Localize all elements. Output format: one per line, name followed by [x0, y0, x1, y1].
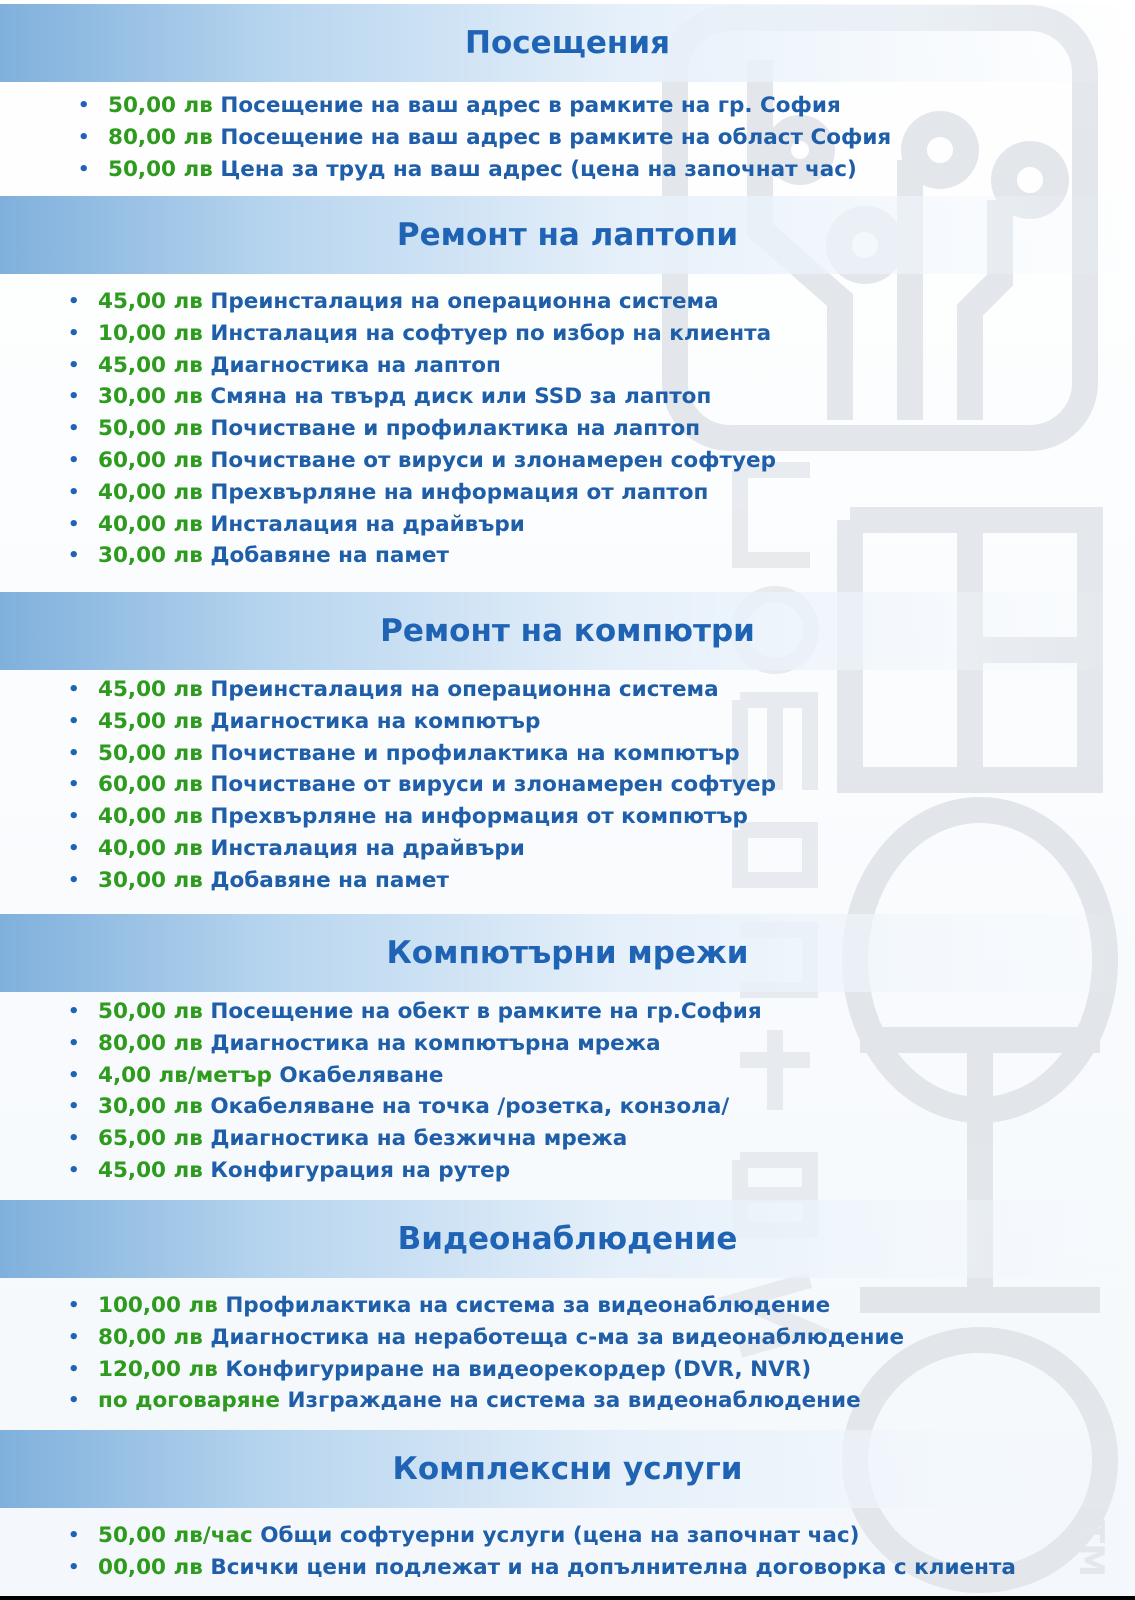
bullet-icon: •: [78, 95, 90, 116]
item-description: Общи софтуерни услуги (цена на започнат час): [260, 1523, 860, 1548]
section-header: [0, 1430, 1135, 1508]
section-computer-repair: [0, 592, 1135, 893]
list-item: [64, 1028, 762, 1060]
item-price: 80,00 лв: [98, 1324, 203, 1350]
list-item: [64, 1123, 762, 1155]
item-description: Почистване от вируси и злонамерен софтуер: [210, 772, 776, 798]
item-price: 40,00 лв: [98, 804, 203, 830]
item-description: Прехвърляне на информация от компютър: [210, 804, 748, 830]
item-description: Посещение на ваш адрес в рамките на гр. София: [220, 93, 841, 118]
item-price: 60,00 лв: [98, 447, 203, 473]
list-item: [64, 769, 776, 801]
list-item: [64, 865, 776, 897]
bullet-icon: •: [78, 126, 90, 148]
section-title: Ремонт на компютри: [380, 613, 755, 649]
item-price: 45,00 лв: [98, 352, 203, 378]
list-item: [64, 1552, 1016, 1584]
item-price: по договаряне: [98, 1388, 280, 1414]
item-description: Инсталация на софтуер по избор на клиента: [210, 320, 772, 346]
item-price: 4,00 лв/метър: [98, 1062, 272, 1088]
list-item: [64, 1520, 1016, 1552]
bullet-icon: •: [68, 1390, 80, 1412]
bullet-icon: •: [68, 1001, 80, 1022]
item-description: Диагностика на неработеща с-ма за видеонаблюдение: [210, 1324, 905, 1350]
item-price: 50,00 лв/час: [98, 1523, 253, 1548]
item-description: Окабеляване: [279, 1062, 444, 1088]
section-title: Компютърни мрежи: [386, 935, 749, 971]
bullet-icon: •: [78, 158, 90, 180]
price-list: [64, 996, 762, 1187]
item-description: Конфигуриране на видеорекордер (DVR, NVR): [225, 1356, 812, 1382]
bullet-icon: •: [68, 1556, 80, 1578]
bullet-icon: •: [68, 774, 80, 796]
item-price: 45,00 лв: [98, 1157, 203, 1183]
list-item: [64, 801, 776, 833]
bullet-icon: •: [68, 806, 80, 828]
list-item: [74, 154, 891, 186]
item-description: Окабеляване на точка /розетка, конзола/: [210, 1094, 730, 1120]
item-price: 50,00 лв: [108, 156, 213, 182]
item-price: 45,00 лв: [98, 677, 203, 702]
bullet-icon: •: [68, 481, 80, 503]
section-laptop-repair: [0, 196, 1135, 569]
section-title: Посещения: [465, 25, 670, 61]
bullet-icon: •: [68, 1032, 80, 1054]
bullet-icon: •: [68, 837, 80, 859]
bullet-icon: •: [68, 1525, 80, 1546]
item-price: 45,00 лв: [98, 708, 203, 734]
item-description: Изграждане на система за видеонаблюдение: [287, 1388, 861, 1414]
list-item: [64, 381, 776, 413]
item-description: Смяна на твърд диск или SSD за лаптоп: [210, 384, 712, 410]
price-list: [74, 90, 891, 185]
price-list: [64, 1290, 904, 1417]
item-description: Цена за труд на ваш адрес (цена на започнат час): [220, 156, 857, 182]
item-price: 40,00 лв: [98, 511, 203, 537]
section-header: [0, 1200, 1135, 1278]
section-header: [0, 592, 1135, 670]
item-price: 65,00 лв: [98, 1126, 203, 1152]
list-item: [64, 706, 776, 738]
item-description: Преинсталация на операционна система: [210, 289, 719, 314]
bullet-icon: •: [68, 679, 80, 700]
item-price: 40,00 лв: [98, 835, 203, 861]
bullet-icon: •: [68, 1128, 80, 1150]
bullet-icon: •: [68, 1064, 80, 1086]
bullet-icon: •: [68, 1326, 80, 1348]
section-header: [0, 4, 1135, 82]
price-list: [64, 286, 776, 572]
list-item: [64, 445, 776, 477]
list-item: [74, 90, 891, 122]
bullet-icon: •: [68, 869, 80, 891]
item-description: Преинсталация на операционна система: [210, 677, 719, 702]
list-item: [64, 540, 776, 572]
item-description: Почистване и профилактика на компютър: [210, 740, 740, 766]
list-item: [64, 674, 776, 706]
list-item: [64, 1290, 904, 1322]
bullet-icon: •: [68, 513, 80, 535]
item-price: 30,00 лв: [98, 867, 203, 893]
price-list: [64, 674, 776, 897]
list-item: [64, 1322, 904, 1354]
bullet-icon: •: [68, 742, 80, 764]
item-description: Диагностика на компютърна мрежа: [210, 1030, 661, 1056]
list-item: [64, 350, 776, 382]
list-item: [64, 413, 776, 445]
section-networks: [0, 914, 1135, 1183]
bullet-icon: •: [68, 1358, 80, 1380]
section-video-surveillance: [0, 1200, 1135, 1414]
item-price: 45,00 лв: [98, 289, 203, 314]
bullet-icon: •: [68, 1295, 80, 1316]
item-description: Посещение на ваш адрес в рамките на област София: [220, 124, 892, 150]
item-description: Конфигурация на рутер: [210, 1157, 511, 1183]
item-description: Добавяне на памет: [210, 867, 449, 893]
section-visits: [0, 4, 1135, 182]
bullet-icon: •: [68, 386, 80, 408]
item-price: 50,00 лв: [98, 740, 203, 766]
list-item: [64, 1155, 762, 1187]
item-price: 50,00 лв: [108, 93, 213, 118]
item-price: 60,00 лв: [98, 772, 203, 798]
item-description: Профилактика на система за видеонаблюдение: [225, 1293, 831, 1318]
item-price: 30,00 лв: [98, 384, 203, 410]
list-item: [64, 996, 762, 1028]
list-item: [64, 509, 776, 541]
section-header: [0, 914, 1135, 992]
bullet-icon: •: [68, 545, 80, 567]
item-price: 40,00 лв: [98, 479, 203, 505]
item-description: Прехвърляне на информация от лаптоп: [210, 479, 709, 505]
bullet-icon: •: [68, 1159, 80, 1181]
list-item: [64, 1091, 762, 1123]
list-item: [64, 833, 776, 865]
list-item: [64, 738, 776, 770]
item-price: 10,00 лв: [98, 320, 203, 346]
item-description: Инсталация на драйвъри: [210, 511, 525, 537]
item-description: Диагностика на лаптоп: [210, 352, 501, 378]
bullet-icon: •: [68, 291, 80, 312]
bullet-icon: •: [68, 418, 80, 440]
list-item: [64, 1385, 904, 1417]
bullet-icon: •: [68, 710, 80, 732]
price-list: [64, 1520, 1016, 1584]
item-price: 50,00 лв: [98, 999, 203, 1024]
section-title: Комплексни услуги: [392, 1451, 743, 1487]
item-price: 80,00 лв: [108, 124, 213, 150]
item-price: 120,00 лв: [98, 1356, 218, 1382]
item-description: Инсталация на драйвъри: [210, 835, 525, 861]
item-price: 50,00 лв: [98, 416, 203, 442]
item-price: 80,00 лв: [98, 1030, 203, 1056]
item-price: 100,00 лв: [98, 1293, 218, 1318]
list-item: [64, 318, 776, 350]
list-item: [64, 286, 776, 318]
bullet-icon: •: [68, 322, 80, 344]
item-price: 30,00 лв: [98, 1094, 203, 1120]
bottom-border: [0, 1596, 1135, 1600]
bullet-icon: •: [68, 354, 80, 376]
section-header: [0, 196, 1135, 274]
list-item: [64, 1060, 762, 1092]
section-title: Видеонаблюдение: [397, 1221, 738, 1257]
bullet-icon: •: [68, 1096, 80, 1118]
item-description: Почистване от вируси и злонамерен софтуер: [210, 447, 776, 473]
bullet-icon: •: [68, 449, 80, 471]
section-title: Ремонт на лаптопи: [396, 217, 739, 253]
list-item: [64, 477, 776, 509]
list-item: [64, 1354, 904, 1386]
item-description: Всички цени подлежат и на допълнителна договорка с клиента: [210, 1554, 1016, 1580]
item-description: Диагностика на компютър: [210, 708, 541, 734]
item-description: Добавяне на памет: [210, 543, 449, 569]
item-description: Посещение на обект в рамките на гр.София: [210, 999, 762, 1024]
item-description: Почистване и профилактика на лаптоп: [210, 416, 701, 442]
item-description: Диагностика на безжична мрежа: [210, 1126, 628, 1152]
item-price: 30,00 лв: [98, 543, 203, 569]
item-price: 00,00 лв: [98, 1554, 203, 1580]
list-item: [74, 122, 891, 154]
watermark-trademark: TM: [1071, 1520, 1111, 1578]
